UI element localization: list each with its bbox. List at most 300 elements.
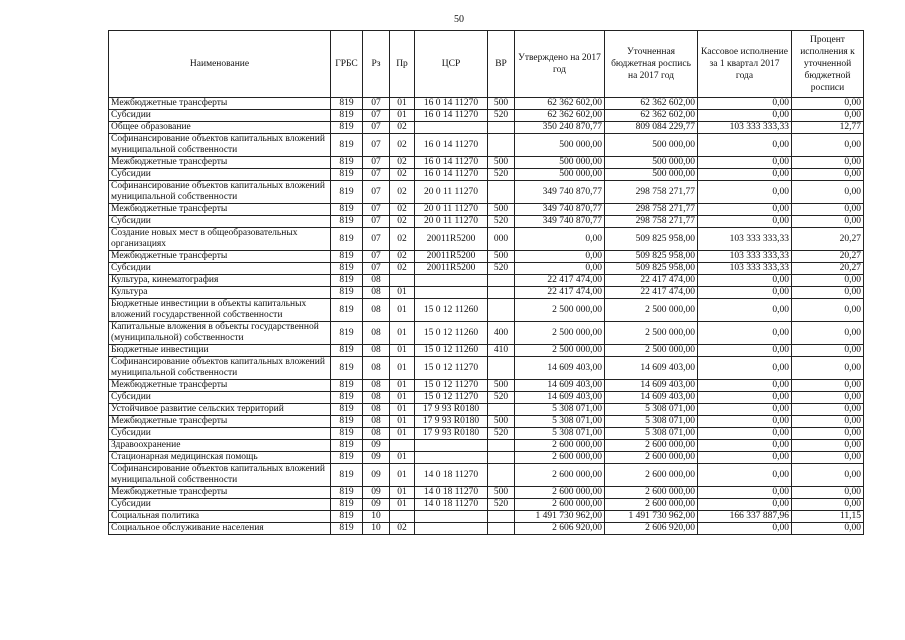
row-cash-cell: 0,00 (698, 204, 792, 216)
row-csr-cell: 16 0 14 11270 (415, 157, 488, 169)
row-refined-cell: 5 308 071,00 (605, 404, 698, 416)
row-refined-cell: 509 825 958,00 (605, 251, 698, 263)
row-refined-cell: 500 000,00 (605, 169, 698, 181)
row-rz-cell: 07 (363, 204, 390, 216)
row-approved-cell: 2 606 920,00 (515, 523, 605, 535)
row-name-cell: Субсидии (109, 216, 331, 228)
row-vr-cell (488, 122, 515, 134)
header-pr: Пр (390, 31, 415, 98)
row-pr-cell: 01 (390, 428, 415, 440)
row-pr-cell: 02 (390, 169, 415, 181)
row-cash-cell: 0,00 (698, 134, 792, 157)
row-cash-cell: 103 333 333,33 (698, 263, 792, 275)
table-row (109, 487, 864, 499)
row-rz-cell: 07 (363, 98, 390, 110)
row-approved-cell: 22 417 474,00 (515, 287, 605, 299)
row-approved-cell: 0,00 (515, 251, 605, 263)
header-rz: Рз (363, 31, 390, 98)
row-csr-cell: 20011R5200 (415, 263, 488, 275)
table-row (109, 299, 864, 322)
row-vr-cell (488, 464, 515, 487)
row-cash-cell: 0,00 (698, 157, 792, 169)
table-row (109, 357, 864, 380)
row-pr-cell: 02 (390, 204, 415, 216)
row-name-cell: Культура, кинематография (109, 275, 331, 287)
row-pr-cell: 01 (390, 416, 415, 428)
row-percent-cell: 0,00 (792, 287, 864, 299)
header-csr: ЦСР (415, 31, 488, 98)
header-refined: Уточненная бюджетная роспись на 2017 год (605, 31, 698, 98)
row-csr-cell: 15 0 12 11260 (415, 322, 488, 345)
row-name-cell: Капитальные вложения в объекты государственной (муниципальной) собственности (109, 322, 331, 345)
row-cash-cell: 0,00 (698, 357, 792, 380)
table-row (109, 499, 864, 511)
row-percent-cell: 0,00 (792, 487, 864, 499)
row-vr-cell: 400 (488, 322, 515, 345)
row-vr-cell: 520 (488, 216, 515, 228)
row-name-cell: Межбюджетные трансферты (109, 487, 331, 499)
row-name-cell: Межбюджетные трансферты (109, 204, 331, 216)
row-approved-cell: 5 308 071,00 (515, 404, 605, 416)
row-percent-cell: 0,00 (792, 322, 864, 345)
row-csr-cell: 17 9 93 R0180 (415, 404, 488, 416)
row-name-cell: Бюджетные инвестиции (109, 345, 331, 357)
row-vr-cell: 520 (488, 428, 515, 440)
table-header-row (109, 31, 864, 98)
row-cash-cell: 0,00 (698, 169, 792, 181)
row-grbs-cell: 819 (331, 523, 363, 535)
row-percent-cell: 0,00 (792, 299, 864, 322)
row-grbs-cell: 819 (331, 392, 363, 404)
row-csr-cell (415, 122, 488, 134)
row-rz-cell: 07 (363, 110, 390, 122)
row-cash-cell: 0,00 (698, 416, 792, 428)
row-vr-cell (488, 523, 515, 535)
row-csr-cell: 17 9 93 R0180 (415, 428, 488, 440)
row-csr-cell: 20 0 11 11270 (415, 204, 488, 216)
row-rz-cell: 08 (363, 380, 390, 392)
table-row (109, 440, 864, 452)
row-name-cell: Софинансирование объектов капитальных вложений муниципальной собственности (109, 464, 331, 487)
row-refined-cell: 2 600 000,00 (605, 464, 698, 487)
row-percent-cell: 12,77 (792, 122, 864, 134)
row-csr-cell: 20 0 11 11270 (415, 216, 488, 228)
row-percent-cell: 0,00 (792, 452, 864, 464)
row-vr-cell: 520 (488, 263, 515, 275)
row-pr-cell: 01 (390, 357, 415, 380)
row-percent-cell: 20,27 (792, 263, 864, 275)
row-approved-cell: 2 500 000,00 (515, 345, 605, 357)
row-csr-cell (415, 440, 488, 452)
row-vr-cell: 000 (488, 228, 515, 251)
row-name-cell: Субсидии (109, 499, 331, 511)
table-row (109, 228, 864, 251)
row-pr-cell: 02 (390, 263, 415, 275)
row-pr-cell: 02 (390, 134, 415, 157)
row-pr-cell: 01 (390, 98, 415, 110)
row-percent-cell: 0,00 (792, 357, 864, 380)
row-vr-cell: 500 (488, 98, 515, 110)
row-csr-cell (415, 523, 488, 535)
row-refined-cell: 298 758 271,77 (605, 216, 698, 228)
row-name-cell: Устойчивое развитие сельских территорий (109, 404, 331, 416)
row-pr-cell: 01 (390, 404, 415, 416)
row-pr-cell: 01 (390, 299, 415, 322)
row-pr-cell: 01 (390, 464, 415, 487)
row-pr-cell (390, 275, 415, 287)
table-row (109, 428, 864, 440)
row-name-cell: Бюджетные инвестиции в объекты капитальных вложений государственной собственности (109, 299, 331, 322)
row-refined-cell: 298 758 271,77 (605, 204, 698, 216)
row-grbs-cell: 819 (331, 251, 363, 263)
row-refined-cell: 14 609 403,00 (605, 380, 698, 392)
row-grbs-cell: 819 (331, 440, 363, 452)
table-row (109, 392, 864, 404)
row-cash-cell: 0,00 (698, 322, 792, 345)
row-pr-cell: 01 (390, 499, 415, 511)
row-csr-cell: 17 9 93 R0180 (415, 416, 488, 428)
row-cash-cell: 0,00 (698, 499, 792, 511)
row-vr-cell (488, 134, 515, 157)
row-vr-cell (488, 357, 515, 380)
table-row (109, 98, 864, 110)
row-name-cell: Социальная политика (109, 511, 331, 523)
row-name-cell: Общее образование (109, 122, 331, 134)
row-name-cell: Культура (109, 287, 331, 299)
row-vr-cell (488, 287, 515, 299)
row-percent-cell: 0,00 (792, 110, 864, 122)
row-cash-cell: 0,00 (698, 392, 792, 404)
row-rz-cell: 09 (363, 499, 390, 511)
row-cash-cell: 166 337 887,96 (698, 511, 792, 523)
row-rz-cell: 10 (363, 523, 390, 535)
row-cash-cell: 0,00 (698, 523, 792, 535)
row-pr-cell: 01 (390, 452, 415, 464)
row-cash-cell: 103 333 333,33 (698, 122, 792, 134)
row-vr-cell (488, 275, 515, 287)
row-csr-cell: 16 0 14 11270 (415, 169, 488, 181)
row-approved-cell: 500 000,00 (515, 134, 605, 157)
row-vr-cell: 500 (488, 204, 515, 216)
row-pr-cell: 01 (390, 110, 415, 122)
row-rz-cell: 07 (363, 169, 390, 181)
row-rz-cell: 07 (363, 181, 390, 204)
row-csr-cell: 15 0 12 11260 (415, 345, 488, 357)
row-grbs-cell: 819 (331, 404, 363, 416)
row-csr-cell (415, 511, 488, 523)
row-cash-cell: 0,00 (698, 464, 792, 487)
table-row (109, 345, 864, 357)
row-rz-cell: 09 (363, 452, 390, 464)
row-grbs-cell: 819 (331, 228, 363, 251)
row-refined-cell: 500 000,00 (605, 134, 698, 157)
row-refined-cell: 62 362 602,00 (605, 98, 698, 110)
row-cash-cell: 0,00 (698, 287, 792, 299)
row-csr-cell: 16 0 14 11270 (415, 98, 488, 110)
row-csr-cell: 20011R5200 (415, 251, 488, 263)
row-grbs-cell: 819 (331, 134, 363, 157)
row-rz-cell: 07 (363, 134, 390, 157)
row-refined-cell: 1 491 730 962,00 (605, 511, 698, 523)
row-grbs-cell: 819 (331, 299, 363, 322)
row-grbs-cell: 819 (331, 416, 363, 428)
row-grbs-cell: 819 (331, 345, 363, 357)
row-rz-cell: 08 (363, 322, 390, 345)
header-cash: Кассовое исполнение за 1 квартал 2017 года (698, 31, 792, 98)
row-grbs-cell: 819 (331, 157, 363, 169)
row-grbs-cell: 819 (331, 287, 363, 299)
row-pr-cell: 02 (390, 157, 415, 169)
row-approved-cell: 2 600 000,00 (515, 487, 605, 499)
row-refined-cell: 2 600 000,00 (605, 440, 698, 452)
table-row (109, 157, 864, 169)
row-rz-cell: 10 (363, 511, 390, 523)
table-row (109, 511, 864, 523)
table-row (109, 169, 864, 181)
row-name-cell: Стационарная медицинская помощь (109, 452, 331, 464)
row-csr-cell: 20011R5200 (415, 228, 488, 251)
row-grbs-cell: 819 (331, 204, 363, 216)
row-vr-cell (488, 452, 515, 464)
row-name-cell: Субсидии (109, 169, 331, 181)
row-approved-cell: 2 600 000,00 (515, 452, 605, 464)
row-rz-cell: 07 (363, 216, 390, 228)
row-percent-cell: 0,00 (792, 216, 864, 228)
row-vr-cell: 500 (488, 416, 515, 428)
row-grbs-cell: 819 (331, 511, 363, 523)
row-grbs-cell: 819 (331, 263, 363, 275)
row-refined-cell: 22 417 474,00 (605, 287, 698, 299)
row-refined-cell: 509 825 958,00 (605, 263, 698, 275)
budget-execution-table (108, 30, 864, 535)
row-pr-cell: 02 (390, 523, 415, 535)
row-grbs-cell: 819 (331, 487, 363, 499)
row-vr-cell (488, 404, 515, 416)
row-percent-cell: 0,00 (792, 464, 864, 487)
row-vr-cell (488, 511, 515, 523)
row-rz-cell: 09 (363, 440, 390, 452)
row-cash-cell: 0,00 (698, 299, 792, 322)
row-refined-cell: 809 084 229,77 (605, 122, 698, 134)
row-rz-cell: 08 (363, 357, 390, 380)
table-row (109, 275, 864, 287)
row-csr-cell (415, 275, 488, 287)
row-csr-cell: 14 0 18 11270 (415, 464, 488, 487)
row-vr-cell: 500 (488, 380, 515, 392)
row-percent-cell: 11,15 (792, 511, 864, 523)
header-approved: Утверждено на 2017 год (515, 31, 605, 98)
row-grbs-cell: 819 (331, 499, 363, 511)
row-rz-cell: 07 (363, 251, 390, 263)
row-approved-cell: 62 362 602,00 (515, 98, 605, 110)
row-refined-cell: 2 600 000,00 (605, 499, 698, 511)
row-approved-cell: 22 417 474,00 (515, 275, 605, 287)
row-percent-cell: 0,00 (792, 440, 864, 452)
row-cash-cell: 0,00 (698, 404, 792, 416)
table-row (109, 181, 864, 204)
row-grbs-cell: 819 (331, 452, 363, 464)
row-name-cell: Межбюджетные трансферты (109, 380, 331, 392)
table-row (109, 464, 864, 487)
row-percent-cell: 0,00 (792, 169, 864, 181)
row-refined-cell: 2 606 920,00 (605, 523, 698, 535)
header-name: Наименование (109, 31, 331, 98)
header-vr: ВР (488, 31, 515, 98)
row-grbs-cell: 819 (331, 98, 363, 110)
row-grbs-cell: 819 (331, 322, 363, 345)
table-row (109, 287, 864, 299)
row-rz-cell: 07 (363, 228, 390, 251)
row-vr-cell: 520 (488, 110, 515, 122)
row-vr-cell (488, 299, 515, 322)
row-rz-cell: 08 (363, 416, 390, 428)
row-cash-cell: 0,00 (698, 345, 792, 357)
row-percent-cell: 0,00 (792, 523, 864, 535)
row-approved-cell: 5 308 071,00 (515, 428, 605, 440)
row-grbs-cell: 819 (331, 110, 363, 122)
table-row (109, 204, 864, 216)
row-pr-cell: 02 (390, 251, 415, 263)
row-approved-cell: 349 740 870,77 (515, 216, 605, 228)
row-refined-cell: 62 362 602,00 (605, 110, 698, 122)
table-row (109, 404, 864, 416)
table-row (109, 380, 864, 392)
table-row (109, 134, 864, 157)
row-grbs-cell: 819 (331, 216, 363, 228)
row-name-cell: Межбюджетные трансферты (109, 157, 331, 169)
row-pr-cell: 02 (390, 181, 415, 204)
row-pr-cell: 01 (390, 487, 415, 499)
table-row (109, 263, 864, 275)
row-approved-cell: 349 740 870,77 (515, 204, 605, 216)
row-percent-cell: 0,00 (792, 157, 864, 169)
row-csr-cell: 20 0 11 11270 (415, 181, 488, 204)
row-rz-cell: 08 (363, 287, 390, 299)
row-rz-cell: 09 (363, 487, 390, 499)
row-pr-cell: 01 (390, 380, 415, 392)
row-rz-cell: 09 (363, 464, 390, 487)
row-name-cell: Софинансирование объектов капитальных вложений муниципальной собственности (109, 181, 331, 204)
row-refined-cell: 2 600 000,00 (605, 452, 698, 464)
row-approved-cell: 350 240 870,77 (515, 122, 605, 134)
row-percent-cell: 20,27 (792, 251, 864, 263)
row-refined-cell: 509 825 958,00 (605, 228, 698, 251)
row-rz-cell: 08 (363, 345, 390, 357)
row-approved-cell: 2 600 000,00 (515, 499, 605, 511)
table-row (109, 251, 864, 263)
row-rz-cell: 07 (363, 263, 390, 275)
row-grbs-cell: 819 (331, 275, 363, 287)
row-cash-cell: 0,00 (698, 380, 792, 392)
row-pr-cell (390, 440, 415, 452)
row-vr-cell: 520 (488, 499, 515, 511)
row-name-cell: Межбюджетные трансферты (109, 251, 331, 263)
row-approved-cell: 14 609 403,00 (515, 392, 605, 404)
row-percent-cell: 0,00 (792, 345, 864, 357)
row-cash-cell: 0,00 (698, 275, 792, 287)
row-cash-cell: 0,00 (698, 428, 792, 440)
row-rz-cell: 08 (363, 299, 390, 322)
row-name-cell: Субсидии (109, 428, 331, 440)
row-rz-cell: 08 (363, 392, 390, 404)
row-name-cell: Создание новых мест в общеобразовательных организациях (109, 228, 331, 251)
row-grbs-cell: 819 (331, 428, 363, 440)
header-grbs: ГРБС (331, 31, 363, 98)
row-approved-cell: 2 600 000,00 (515, 464, 605, 487)
row-approved-cell: 5 308 071,00 (515, 416, 605, 428)
row-name-cell: Субсидии (109, 392, 331, 404)
table-row (109, 110, 864, 122)
row-vr-cell: 500 (488, 251, 515, 263)
row-approved-cell: 500 000,00 (515, 169, 605, 181)
row-rz-cell: 07 (363, 122, 390, 134)
header-percent: Процент исполнения к уточненной бюджетной росписи (792, 31, 864, 98)
row-pr-cell: 02 (390, 122, 415, 134)
row-percent-cell: 20,27 (792, 228, 864, 251)
table-row (109, 523, 864, 535)
row-csr-cell: 14 0 18 11270 (415, 499, 488, 511)
table-row (109, 416, 864, 428)
row-csr-cell (415, 287, 488, 299)
row-refined-cell: 14 609 403,00 (605, 392, 698, 404)
row-csr-cell: 15 0 12 11270 (415, 392, 488, 404)
row-percent-cell: 0,00 (792, 204, 864, 216)
row-pr-cell: 02 (390, 228, 415, 251)
table-row (109, 216, 864, 228)
row-grbs-cell: 819 (331, 380, 363, 392)
row-approved-cell: 2 500 000,00 (515, 299, 605, 322)
row-name-cell: Межбюджетные трансферты (109, 98, 331, 110)
row-csr-cell (415, 452, 488, 464)
row-approved-cell: 14 609 403,00 (515, 357, 605, 380)
row-approved-cell: 62 362 602,00 (515, 110, 605, 122)
row-percent-cell: 0,00 (792, 499, 864, 511)
row-grbs-cell: 819 (331, 357, 363, 380)
row-csr-cell: 16 0 14 11270 (415, 134, 488, 157)
row-percent-cell: 0,00 (792, 275, 864, 287)
row-refined-cell: 5 308 071,00 (605, 416, 698, 428)
row-name-cell: Софинансирование объектов капитальных вложений муниципальной собственности (109, 357, 331, 380)
row-approved-cell: 2 600 000,00 (515, 440, 605, 452)
row-name-cell: Социальное обслуживание населения (109, 523, 331, 535)
row-name-cell: Софинансирование объектов капитальных вложений муниципальной собственности (109, 134, 331, 157)
row-percent-cell: 0,00 (792, 416, 864, 428)
row-percent-cell: 0,00 (792, 181, 864, 204)
row-cash-cell: 0,00 (698, 487, 792, 499)
row-vr-cell: 500 (488, 487, 515, 499)
row-pr-cell: 01 (390, 392, 415, 404)
row-percent-cell: 0,00 (792, 134, 864, 157)
row-percent-cell: 0,00 (792, 98, 864, 110)
row-approved-cell: 500 000,00 (515, 157, 605, 169)
row-vr-cell (488, 181, 515, 204)
row-csr-cell: 14 0 18 11270 (415, 487, 488, 499)
row-rz-cell: 08 (363, 428, 390, 440)
row-approved-cell: 1 491 730 962,00 (515, 511, 605, 523)
row-vr-cell: 520 (488, 169, 515, 181)
page-number: 50 (454, 14, 464, 25)
row-cash-cell: 0,00 (698, 452, 792, 464)
row-csr-cell: 15 0 12 11260 (415, 299, 488, 322)
row-approved-cell: 14 609 403,00 (515, 380, 605, 392)
row-refined-cell: 2 500 000,00 (605, 299, 698, 322)
row-pr-cell: 01 (390, 345, 415, 357)
row-refined-cell: 2 500 000,00 (605, 322, 698, 345)
row-csr-cell: 15 0 12 11270 (415, 380, 488, 392)
row-csr-cell: 15 0 12 11270 (415, 357, 488, 380)
row-pr-cell (390, 511, 415, 523)
row-cash-cell: 103 333 333,33 (698, 228, 792, 251)
